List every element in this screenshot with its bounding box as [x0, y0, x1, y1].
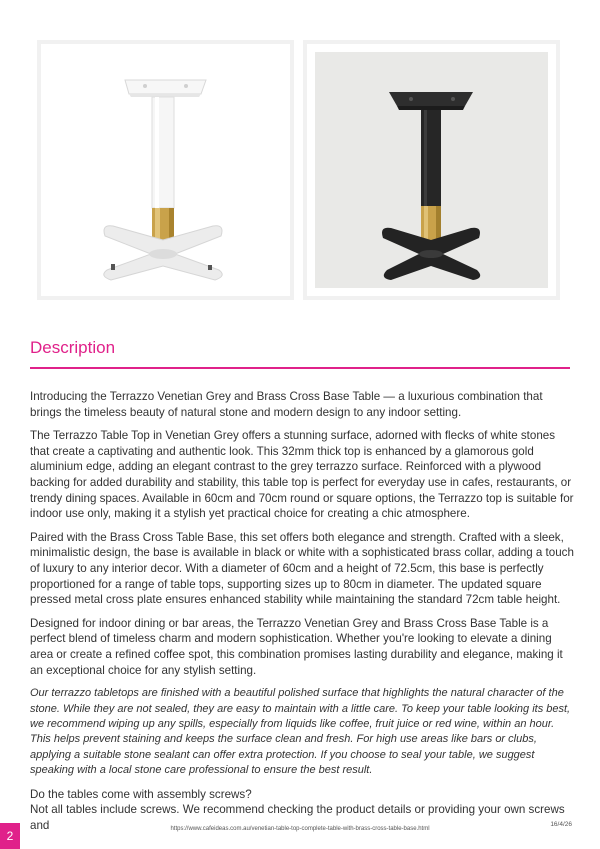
product-photo-black-base: [303, 40, 560, 300]
footer-url[interactable]: https://www.cafeideas.com.au/venetian-table-top-complete-table-with-brass-cross-table-base.html: [170, 826, 430, 832]
product-photo-white-base: [37, 40, 294, 300]
faq-answer: Not all tables include screws. We recommend checking the product details or providing your own screws and: [30, 803, 565, 832]
page-number: 2: [0, 823, 20, 849]
description-paragraph: The Terrazzo Table Top in Venetian Grey offers a stunning surface, adorned with flecks of white stones that create a captivating and authentic look. This 32mm thick top is enhanced by a glamorous gold aluminium edge, adding an elegant contrast to the grey terrazzo surface. Reinforced with a plywood backing for added durability and stability, this table top is perfect for everyday use in cafes, restaurants, or trendy dining spaces. Available in 60cm and 70cm round or square options, the Terrazzo top is suitable for indoor use only, making it a stylish yet practical choice for creating a chic atmosphere.: [30, 429, 574, 521]
description-paragraph: Introducing the Terrazzo Venetian Grey and Brass Cross Base Table — a luxurious combination that brings the timeless beauty of natural stone and modern design to any indoor setting.: [30, 390, 543, 419]
care-note: Our terrazzo tabletops are finished with a beautiful polished surface that highlights the natural character of the stone. While they are not sealed, they are easy to maintain with a little care. To keep your table looking its best, we recommend wiping up any spills, especially from liquids like coffee, fruit juice or red wine, within an hour. This helps prevent staining and keeps the surface clean and fresh. For high use areas like bars or clubs, applying a suitable stone sealant can offer extra protection. If you choose to seal your table, we suggest speaking with a local stone care professional to ensure the best result.: [30, 687, 571, 777]
white-brass-cross-base-image: [41, 44, 290, 296]
description-paragraph: Paired with the Brass Cross Table Base, this set offers both elegance and strength. Crafted with a sleek, minimalistic design, the base is available in black or white with a sophisticated brass collar, adding a touch of luxury to any interior decor. With a diameter of 60cm and a height of 72.5cm, this base is perfectly proportioned for a range of table tops, supporting sizes up to 80cm in diameter. The updated square pressed metal cross plate ensures enhanced stability while maintaining the standard 72cm table height.: [30, 530, 574, 607]
black-brass-cross-base-image: [307, 44, 556, 296]
section-divider: [30, 367, 570, 369]
section-title: Description: [30, 338, 116, 357]
description-body: [30, 389, 575, 833]
footer-date: 16/4/26: [550, 821, 572, 828]
description-paragraph: Designed for indoor dining or bar areas, the Terrazzo Venetian Grey and Brass Cross Base Table is a perfect blend of timeless charm and modern sophistication. Whether you're looking to elevate a dining area or create a refined coffee spot, this combination promises lasting durability and elegance, making it an exceptional choice for any stylish setting.: [30, 616, 563, 677]
faq-question: Do the tables come with assembly screws?: [30, 787, 252, 801]
